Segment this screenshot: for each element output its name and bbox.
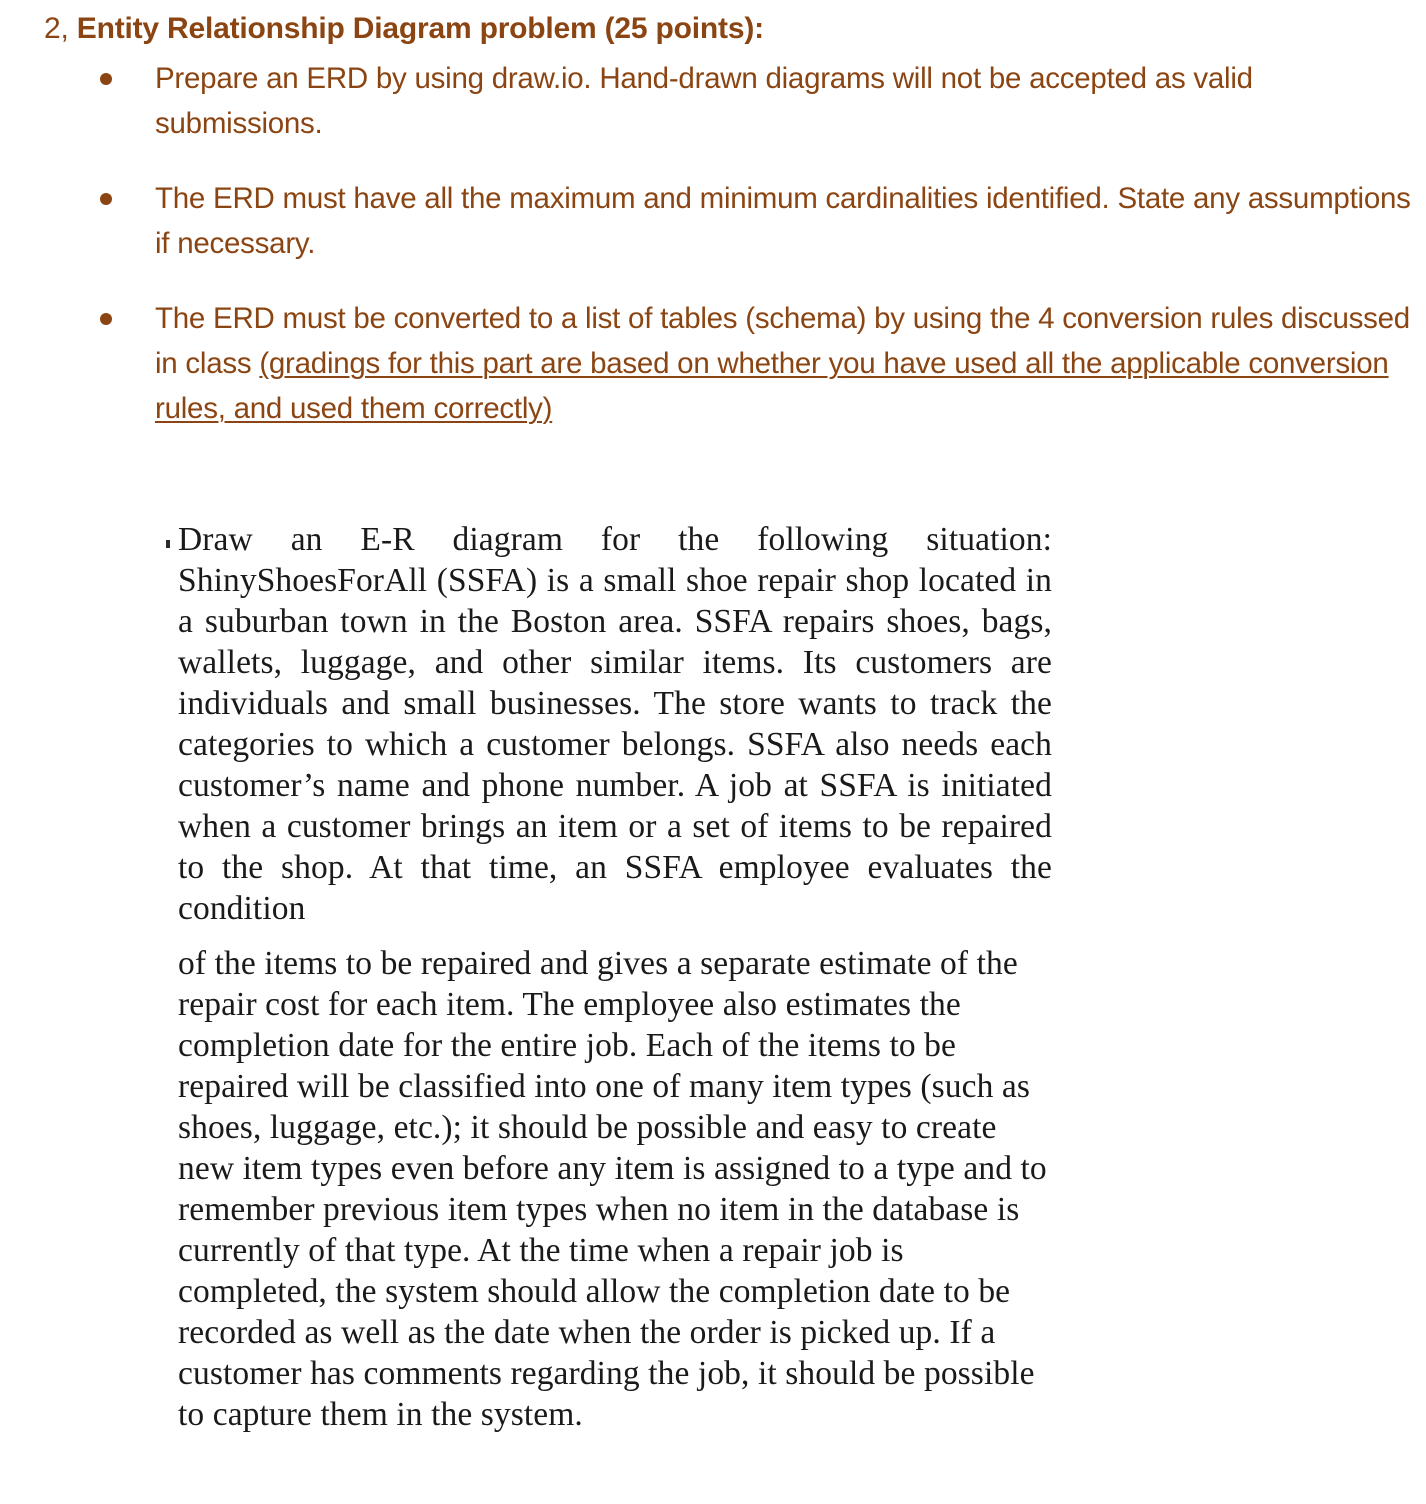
excerpt-paragraph-2: of the items to be repaired and gives a separate estimate of the repair cost for each item. The employee also estimates the completion date for the entire job. Each of the items to be repaired will be classified into one of many item types (such as shoes, luggage, etc.); it should be possible and easy to create new item types even before any item is assigned to a type and to remember previous item types when no item in the database is currently of that type. At the time when a repair job is completed, the system should allow the completion date to be recorded as well as the date when the order is picked up. If a customer has comments regarding the job, it should be possible to capture them in the system. — [178, 945, 1047, 1433]
question-number: 2, — [44, 12, 69, 45]
question-title: Entity Relationship Diagram problem (25 points): — [76, 12, 764, 45]
textbook-excerpt-block — [178, 519, 1052, 1435]
bullet-dot-icon — [100, 313, 112, 325]
requirements-bullet-list — [0, 56, 1426, 431]
bullet-text-underlined-part: (gradings for this part are based on whether you have used all the applicable conversion rules, and used them correctly) — [155, 347, 1389, 425]
bullet-dot-icon — [100, 193, 112, 205]
excerpt-paragraph-1: Draw an E-R diagram for the following situation: ShinyShoesForAll (SSFA) is a small shoe repair shop located in a suburban town in the Boston area. SSFA repairs shoes, bags, wallets, luggage, and other similar items. Its customers are individuals and small businesses. The store wants to track the categories to which a customer belongs. SSFA also needs each customer’s name and phone number. A job at SSFA is initiated when a customer brings an item or a set of items to be repaired to the shop. At that time, an SSFA employee evaluates the condition — [178, 521, 1052, 927]
list-item — [0, 56, 1426, 146]
bullet-text-cardinalities: The ERD must have all the maximum and minimum cardinalities identified. State any assumptions if necessary. — [155, 182, 1411, 260]
bullet-text-prepare-erd: Prepare an ERD by using draw.io. Hand-drawn diagrams will not be accepted as valid submissions. — [155, 62, 1253, 140]
question-heading — [44, 10, 764, 48]
margin-tick-mark-icon — [166, 540, 170, 548]
bullet-text-conversion-rules — [155, 296, 1414, 431]
bullet-text-plain-part: The ERD must be converted to a list of tables (schema) by using the 4 conversion rules discussed in class — [155, 302, 1410, 380]
bullet-dot-icon — [100, 73, 112, 85]
list-item — [0, 296, 1426, 431]
list-item — [0, 176, 1426, 266]
